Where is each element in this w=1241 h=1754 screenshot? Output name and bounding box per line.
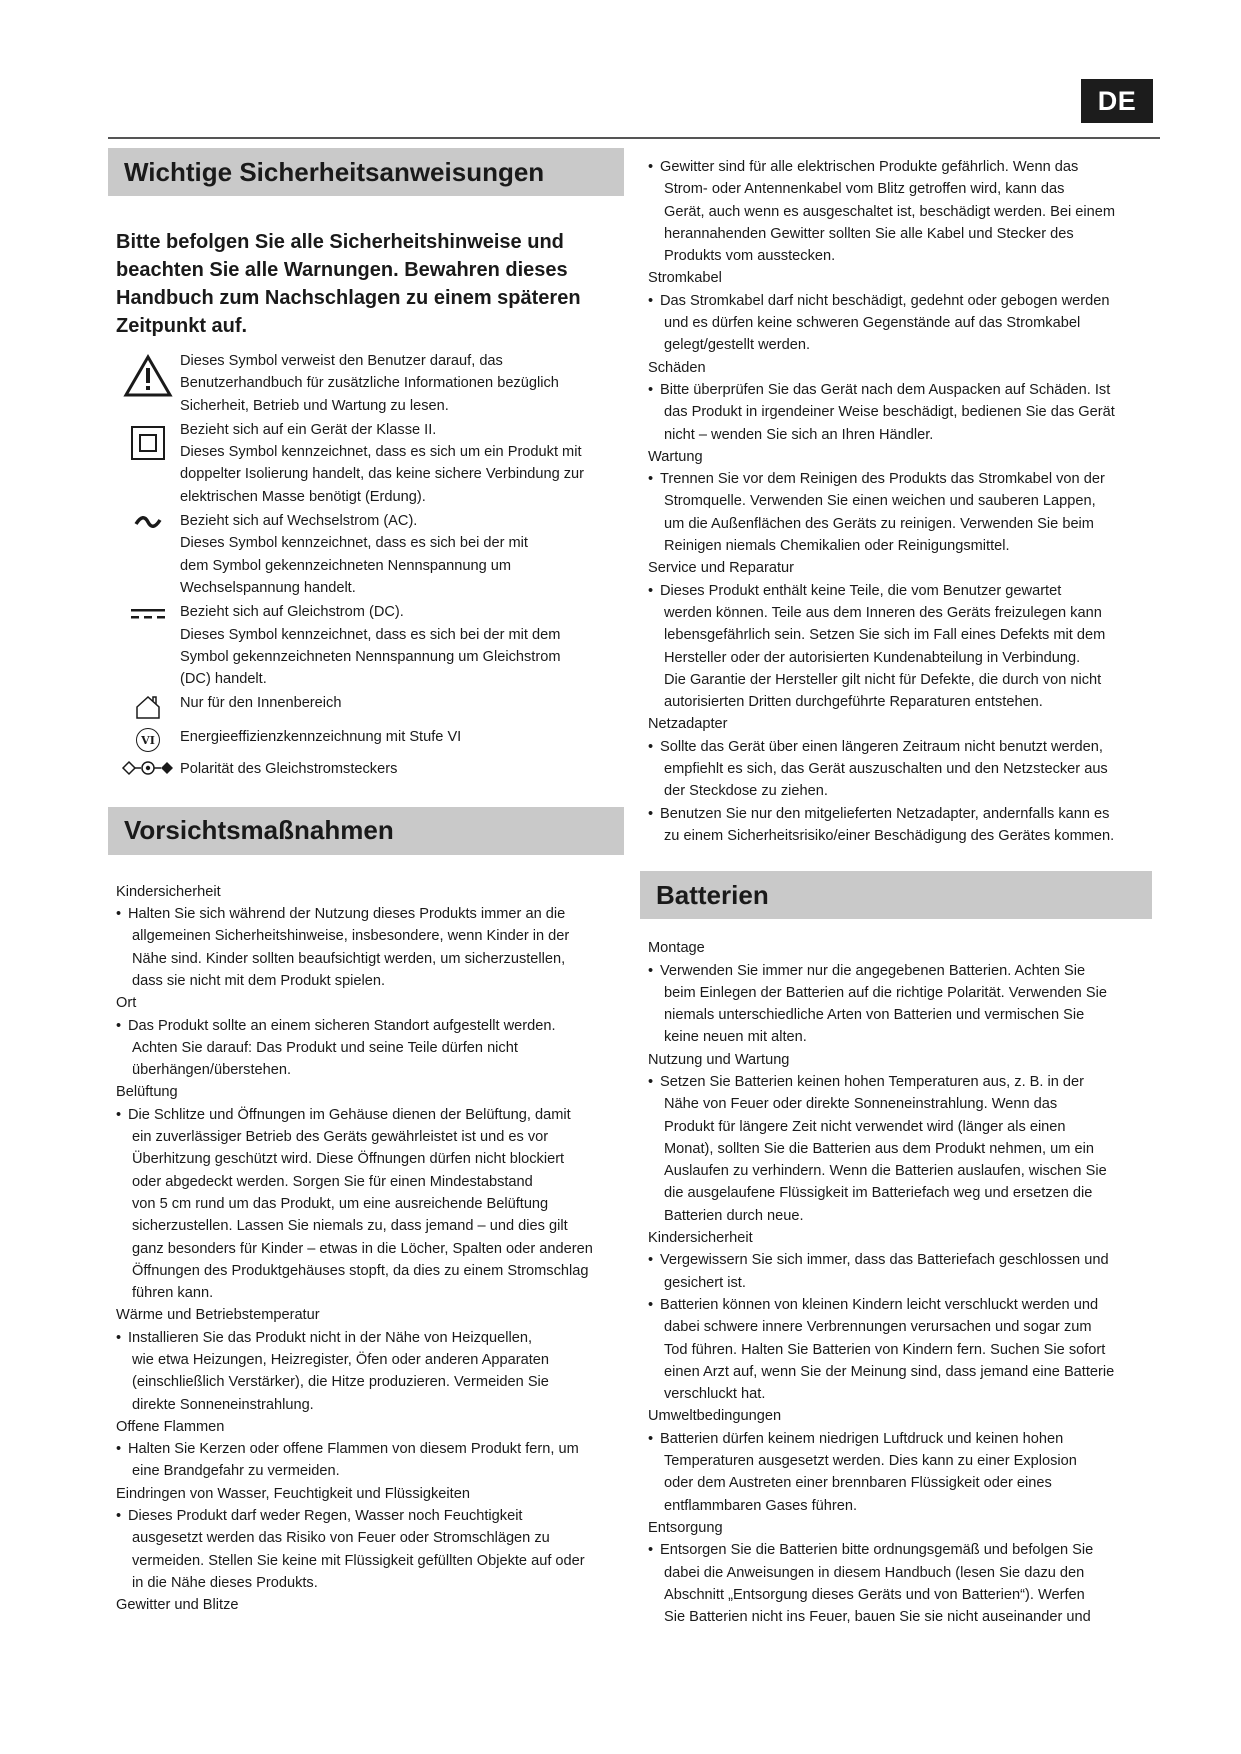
dc-polarity-icon xyxy=(116,758,180,776)
bullet-line: • Batterien können von kleinen Kindern leicht verschluckt werden und xyxy=(660,1296,1099,1313)
class-2-icon xyxy=(116,419,180,461)
bullet-line: • Trennen Sie vor dem Reinigen des Produkts das Stromkabel von der xyxy=(660,471,1105,488)
efficiency-vi-label: VI xyxy=(136,728,160,752)
bullet-line: nicht – wenden Sie sich an Ihren Händler. xyxy=(664,426,934,443)
bullet-line: dabei schwere innere Verbrennungen verursachen und sogar zum xyxy=(664,1319,1092,1336)
symbol-description xyxy=(180,601,624,690)
bullet-line: herannahenden Gewitter sollten Sie alle Kabel und Stecker des xyxy=(664,225,1074,242)
subsection-heading: Wartung xyxy=(648,448,703,465)
subsection-heading: Entsorgung xyxy=(648,1519,723,1536)
bullet-line: • Dieses Produkt darf weder Regen, Wasser noch Feuchtigkeit xyxy=(128,1508,523,1525)
bullet-line: oder abgedeckt werden. Sorgen Sie für einen Mindestabstand xyxy=(132,1173,533,1190)
bullet-line: direkte Sonneneinstrahlung. xyxy=(132,1396,314,1413)
symbol-line: Sicherheit, Betrieb und Wartung zu lesen. xyxy=(180,397,449,414)
bullet-line: • Dieses Produkt enthält keine Teile, die vom Benutzer gewartet xyxy=(660,582,1062,599)
bullet-line: niemals unterschiedliche Arten von Batterien und vermischen Sie xyxy=(664,1007,1085,1024)
bullet-line: und es dürfen keine schweren Gegenstände auf das Stromkabel xyxy=(664,315,1081,332)
subsection-heading: Schäden xyxy=(648,359,706,376)
bullet-line: dass sie nicht mit dem Produkt spielen. xyxy=(132,972,386,989)
subsection-heading: Montage xyxy=(648,940,705,957)
bullet-line: einen Arzt auf, wenn Sie der Meinung sind, dass jemand eine Batterie xyxy=(664,1363,1115,1380)
bullet-line: • Setzen Sie Batterien keinen hohen Temperaturen aus, z. B. in der xyxy=(660,1073,1085,1090)
subsection-heading: Offene Flammen xyxy=(116,1418,225,1435)
bullet-line: Öffnungen des Produktgehäuses stopft, da dies zu einem Stromschlag xyxy=(132,1262,589,1279)
bullet-line: Die Garantie der Hersteller gilt nicht für Defekte, die durch von nicht xyxy=(664,671,1102,688)
safety-intro: Bitte befolgen Sie alle Sicherheitshinweise und beachten Sie alle Warnungen. Bewahren dieses Handbuch zum Nachschlagen zu einem späteren Zeitpunkt auf. xyxy=(116,231,581,337)
subsection-heading: Kindersicherheit xyxy=(116,883,221,900)
subsection-heading: Wärme und Betriebstemperatur xyxy=(116,1307,320,1324)
bullet-line: Achten Sie darauf: Das Produkt und seine Teile dürfen nicht xyxy=(132,1039,518,1056)
bullet-line: vermeiden. Stellen Sie keine mit Flüssigkeit gefüllten Objekte auf oder xyxy=(132,1552,585,1569)
precautions-list xyxy=(108,881,624,1617)
left-column xyxy=(108,148,624,1617)
bullet-line: • Gewitter sind für alle elektrischen Produkte gefährlich. Wenn das xyxy=(660,159,1079,175)
bullet-item xyxy=(660,156,1152,267)
symbol-line: Dieses Symbol verweist den Benutzer darauf, das xyxy=(180,353,503,369)
batteries-list xyxy=(648,937,1152,1628)
right-column xyxy=(640,156,1152,1628)
subsection-heading: Belüftung xyxy=(116,1084,178,1101)
symbol-line: Bezieht sich auf Wechselstrom (AC). xyxy=(180,513,418,530)
bullet-item xyxy=(128,1505,624,1594)
bullet-line: • Vergewissern Sie sich immer, dass das Batteriefach geschlossen und xyxy=(660,1252,1109,1269)
bullet-line: Gerät, auch wenn es ausgeschaltet ist, beschädigt werden. Bei einem xyxy=(664,203,1116,220)
subsection-heading: Gewitter und Blitze xyxy=(116,1597,239,1614)
bullet-item xyxy=(128,1327,624,1416)
bullet-line: dabei die Anweisungen in diesem Handbuch (lesen Sie dazu den xyxy=(664,1564,1085,1581)
symbol-line: Dieses Symbol kennzeichnet, dass es sich um ein Produkt mit xyxy=(180,444,582,461)
subsection-heading: Ort xyxy=(116,995,137,1012)
bullet-item xyxy=(128,1104,624,1305)
bullet-line: das Produkt in irgendeiner Weise beschädigt, bedienen Sie das Gerät xyxy=(664,404,1115,421)
symbol-description xyxy=(180,758,624,780)
bullet-item xyxy=(660,580,1152,714)
bullet-item xyxy=(660,736,1152,803)
bullet-line: eine Brandgefahr zu vermeiden. xyxy=(132,1463,340,1480)
bullet-line: Stromquelle. Verwenden Sie einen weichen und sauberen Lappen, xyxy=(664,493,1096,510)
bullet-line: Produkts vom ausstecken. xyxy=(664,248,836,265)
bullet-line: die ausgelaufene Flüssigkeit im Batteriefach weg und ersetzen die xyxy=(664,1185,1093,1202)
symbol-description xyxy=(180,510,624,599)
bullet-line: • Batterien dürfen keinem niedrigen Luftdruck und keinen hohen xyxy=(660,1430,1064,1447)
subsection-heading: Kindersicherheit xyxy=(648,1230,753,1247)
symbol-row xyxy=(116,510,624,599)
bullet-line: allgemeinen Sicherheitshinweise, insbesondere, wenn Kinder in der xyxy=(132,928,570,945)
bullet-line: um die Außenflächen des Geräts zu reinigen. Verwenden Sie beim xyxy=(664,515,1094,532)
symbol-line: Energieeffizienzkennzeichnung mit Stufe VI xyxy=(180,729,462,746)
bullet-line: ein zuverlässiger Betrieb des Geräts gewährleistet ist und es vor xyxy=(132,1129,549,1146)
warning-triangle-icon xyxy=(116,350,180,398)
bullet-line: Produkt für längere Zeit nicht verwendet wird (länger als einen xyxy=(664,1118,1066,1135)
bullet-item xyxy=(660,1249,1152,1294)
bullet-line: führen kann. xyxy=(132,1285,214,1302)
subsection-heading: Service und Reparatur xyxy=(648,560,795,577)
bullet-line: Auslaufen zu verhindern. Wenn die Batterien auslaufen, wischen Sie xyxy=(664,1163,1107,1180)
bullet-line: gesichert ist. xyxy=(664,1274,746,1291)
symbol-line: Bezieht sich auf ein Gerät der Klasse II. xyxy=(180,421,437,438)
subsection-heading: Eindringen von Wasser, Feuchtigkeit und Flüssigkeiten xyxy=(116,1485,470,1502)
bullet-item xyxy=(128,1015,624,1082)
dc-icon xyxy=(116,601,180,621)
batteries-section-title: Batterien xyxy=(640,871,1152,919)
bullet-line: von 5 cm rund um das Produkt, um eine ausreichende Belüftung xyxy=(132,1195,549,1212)
symbol-line: Symbol gekennzeichneten Nennspannung um Gleichstrom xyxy=(180,648,561,665)
bullet-line: (einschließlich Verstärker), die Hitze produzieren. Vermeiden Sie xyxy=(132,1374,549,1391)
bullet-line: empfiehlt es sich, das Gerät auszuschalten und den Netzstecker aus xyxy=(664,761,1108,778)
bullet-line: • Halten Sie Kerzen oder offene Flammen von diesem Produkt fern, um xyxy=(128,1441,579,1458)
subsection-heading: Umweltbedingungen xyxy=(648,1408,782,1425)
symbol-row xyxy=(116,601,624,690)
bullet-item xyxy=(660,1294,1152,1405)
bullet-line: • Verwenden Sie immer nur die angegebenen Batterien. Achten Sie xyxy=(660,962,1086,979)
symbol-line: dem Symbol gekennzeichneten Nennspannung um xyxy=(180,557,512,574)
symbol-row xyxy=(116,758,624,780)
bullet-line: • Installieren Sie das Produkt nicht in der Nähe von Heizquellen, xyxy=(128,1329,532,1346)
symbol-row xyxy=(116,419,624,508)
bullet-line: Nähe sind. Kinder sollten beaufsichtigt werden, um sicherzustellen, xyxy=(132,950,566,967)
bullet-line: sicherzustellen. Lassen Sie niemals zu, dass jemand – und dies gilt xyxy=(132,1218,568,1235)
bullet-line: wie etwa Heizungen, Heizregister, Öfen oder anderen Apparaten xyxy=(132,1351,549,1368)
bullet-line: Strom- oder Antennenkabel vom Blitz getroffen wird, kann das xyxy=(664,181,1065,198)
language-badge: DE xyxy=(1081,79,1153,123)
bullet-line: • Halten Sie sich während der Nutzung dieses Produkts immer an die xyxy=(128,906,566,923)
symbol-line: (DC) handelt. xyxy=(180,671,267,688)
symbol-list xyxy=(108,350,624,781)
bullet-line: autorisierten Dritten durchgeführte Reparaturen entstehen. xyxy=(664,694,1043,711)
bullet-line: • Bitte überprüfen Sie das Gerät nach dem Auspacken auf Schäden. Ist xyxy=(660,381,1111,398)
bullet-item xyxy=(660,803,1152,848)
bullet-line: ganz besonders für Kinder – etwas in die Löcher, Spalten oder anderen xyxy=(132,1240,593,1257)
bullet-line: ausgesetzt werden das Risiko von Feuer oder Stromschlägen zu xyxy=(132,1530,550,1547)
bullet-line: gelegt/gestellt werden. xyxy=(664,337,811,354)
bullet-line: entflammbaren Gases führen. xyxy=(664,1497,858,1514)
bullet-item xyxy=(660,468,1152,557)
safety-section-title: Wichtige Sicherheitsanweisungen xyxy=(108,148,624,196)
bullet-line: keine neuen mit alten. xyxy=(664,1029,807,1046)
subsection-heading: Stromkabel xyxy=(648,270,722,287)
symbol-line: Nur für den Innenbereich xyxy=(180,695,342,712)
bullet-line: Batterien durch neue. xyxy=(664,1207,804,1224)
precautions-section-title: Vorsichtsmaßnahmen xyxy=(108,807,624,855)
subsection-heading: Nutzung und Wartung xyxy=(648,1051,790,1068)
bullet-line: der Steckdose zu ziehen. xyxy=(664,783,828,800)
bullet-line: zu einem Sicherheitsrisiko/einer Beschädigung des Gerätes kommen. xyxy=(664,827,1115,844)
precautions-continued-list xyxy=(648,156,1152,847)
bullet-item xyxy=(660,290,1152,357)
bullet-line: Temperaturen ausgesetzt werden. Dies kann zu einer Explosion xyxy=(664,1453,1077,1470)
efficiency-vi-icon xyxy=(116,726,180,752)
bullet-line: Reinigen niemals Chemikalien oder Reinigungsmittel. xyxy=(664,538,1010,555)
bullet-item xyxy=(128,903,624,992)
bullet-line: • Das Stromkabel darf nicht beschädigt, gedehnt oder gebogen werden xyxy=(660,292,1110,309)
bullet-line: überhängen/überstehen. xyxy=(132,1062,292,1079)
bullet-item xyxy=(660,379,1152,446)
symbol-line: Wechselspannung handelt. xyxy=(180,579,356,596)
bullet-line: • Das Produkt sollte an einem sicheren Standort aufgestellt werden. xyxy=(128,1017,556,1034)
symbol-line: Polarität des Gleichstromsteckers xyxy=(180,761,398,778)
symbol-row xyxy=(116,726,624,752)
symbol-line: doppelter Isolierung handelt, das keine sichere Verbindung zur xyxy=(180,466,585,483)
bullet-line: Tod führen. Halten Sie Batterien von Kindern fern. Suchen Sie sofort xyxy=(664,1341,1106,1358)
symbol-description xyxy=(180,726,624,748)
symbol-line: Benutzerhandbuch für zusätzliche Informationen bezüglich xyxy=(180,375,559,392)
bullet-line: • Entsorgen Sie die Batterien bitte ordnungsgemäß und befolgen Sie xyxy=(660,1542,1094,1559)
bullet-line: beim Einlegen der Batterien auf die richtige Polarität. Verwenden Sie xyxy=(664,984,1107,1001)
symbol-row xyxy=(116,692,624,720)
symbol-row xyxy=(116,350,624,417)
bullet-line: lebensgefährlich sein. Setzen Sie sich im Fall eines Defekts mit dem xyxy=(664,627,1106,644)
bullet-line: • Benutzen Sie nur den mitgelieferten Netzadapter, andernfalls kann es xyxy=(660,805,1110,822)
bullet-line: in die Nähe dieses Produkts. xyxy=(132,1574,318,1591)
bullet-item xyxy=(660,1428,1152,1517)
subsection-heading: Netzadapter xyxy=(648,716,728,733)
bullet-item xyxy=(660,960,1152,1049)
symbol-description xyxy=(180,350,624,417)
bullet-item xyxy=(128,1438,624,1483)
symbol-description xyxy=(180,419,624,508)
bullet-line: Hersteller oder der autorisierten Kundenabteilung in Verbindung. xyxy=(664,649,1081,666)
indoor-house-icon xyxy=(116,692,180,720)
bullet-item xyxy=(660,1539,1152,1628)
bullet-line: Sie Batterien nicht ins Feuer, bauen Sie sie nicht auseinander und xyxy=(664,1609,1091,1626)
bullet-line: Monat), sollten Sie die Batterien aus dem Produkt nehmen, um ein xyxy=(664,1140,1094,1157)
bullet-line: verschluckt hat. xyxy=(664,1386,766,1403)
bullet-item xyxy=(660,1071,1152,1227)
bullet-line: Überhitzung geschützt wird. Diese Öffnungen dürfen nicht blockiert xyxy=(132,1151,565,1168)
symbol-line: Dieses Symbol kennzeichnet, dass es sich bei der mit xyxy=(180,535,528,552)
ac-icon xyxy=(116,510,180,530)
symbol-line: Dieses Symbol kennzeichnet, dass es sich bei der mit dem xyxy=(180,626,561,643)
symbol-line: elektrischen Masse benötigt (Erdung). xyxy=(180,488,426,505)
symbol-description xyxy=(180,692,624,714)
bullet-line: werden können. Teile aus dem Inneren des Geräts freizulegen kann xyxy=(664,604,1102,621)
bullet-line: • Sollte das Gerät über einen längeren Zeitraum nicht benutzt werden, xyxy=(660,738,1103,755)
header-rule xyxy=(108,137,1160,139)
bullet-line: Nähe von Feuer oder direkte Sonneneinstrahlung. Wenn das xyxy=(664,1096,1058,1113)
bullet-line: • Die Schlitze und Öffnungen im Gehäuse dienen der Belüftung, damit xyxy=(128,1106,571,1123)
symbol-line: Bezieht sich auf Gleichstrom (DC). xyxy=(180,604,404,621)
bullet-line: Abschnitt „Entsorgung dieses Geräts und von Batterien“). Werfen xyxy=(664,1586,1085,1603)
bullet-line: oder dem Austreten einer brennbaren Flüssigkeit oder eines xyxy=(664,1475,1052,1492)
